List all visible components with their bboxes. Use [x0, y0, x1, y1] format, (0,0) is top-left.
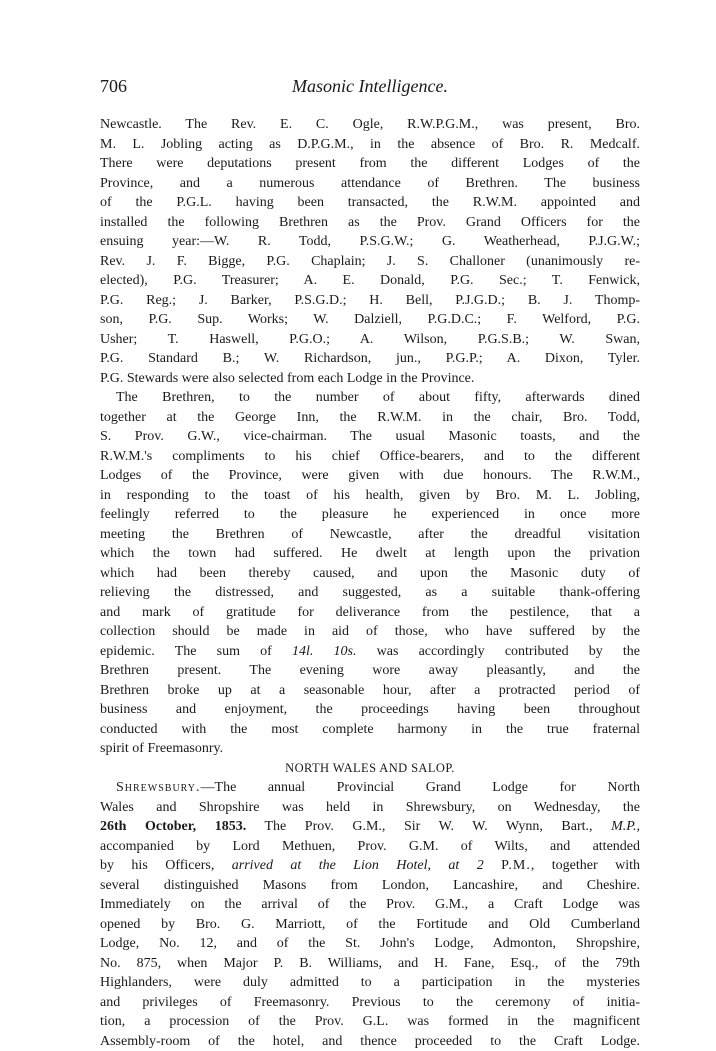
text-line: No. 875, when Major P. B. Williams, and H. Fane, Esq., of the 79th — [100, 954, 640, 974]
text-fragment: M.P., — [611, 819, 640, 834]
text-line: Highlanders, were duly admitted to a participation in the mysteries — [100, 973, 640, 993]
text-line: ensuing year:—W. R. Todd, P.S.G.W.; G. Weatherhead, P.J.G.W.; — [100, 232, 640, 252]
text-line: M. L. Jobling acting as D.P.G.M., in the absence of Bro. R. Medcalf. — [100, 135, 640, 155]
text-fragment — [313, 644, 333, 659]
text-line: and mark of gratitude for deliverance from the pestilence, that a — [100, 603, 640, 623]
pounds-amount: 14l. — [292, 644, 313, 659]
text-line: of the P.G.L. having been transacted, the R.W.M. appointed and — [100, 193, 640, 213]
text-line: Newcastle. The Rev. E. C. Ogle, R.W.P.G.M., was present, Bro. — [100, 115, 640, 135]
text-fragment: —The annual Provincial Grand Lodge for North — [201, 780, 640, 795]
running-title: Masonic Intelligence. — [100, 76, 640, 97]
text-line: conducted with the most complete harmony in the true fraternal — [100, 720, 640, 740]
shillings-amount: 10s. — [334, 644, 357, 659]
text-line: R.W.M.'s compliments to his chief Office-bearers, and to the different — [100, 447, 640, 467]
text-line — [100, 817, 640, 837]
text-line: Assembly-room of the hotel, and thence proceeded to the Craft Lodge. — [100, 1032, 640, 1051]
text-line: meeting the Brethren of Newcastle, after the dreadful visitation — [100, 525, 640, 545]
text-line: which the town had suffered. He dwelt at length upon the privation — [100, 544, 640, 564]
text-line: feelingly referred to the pleasure he experienced in once more — [100, 505, 640, 525]
text-line: P.G. Standard B.; W. Richardson, jun., P.G.P.; A. Dixon, Tyler. — [100, 349, 640, 369]
text-line: in responding to the toast of his health, given by Bro. M. L. Jobling, — [100, 486, 640, 506]
text-line: S. Prov. G.W., vice-chairman. The usual Masonic toasts, and the — [100, 427, 640, 447]
text-line: P.G. Reg.; J. Barker, P.S.G.D.; H. Bell, P.J.G.D.; B. J. Thomp- — [100, 291, 640, 311]
text-fragment: by his Officers, — [100, 858, 232, 873]
text-line: accompanied by Lord Methuen, Prov. G.M. of Wilts, and attended — [100, 837, 640, 857]
body-text — [100, 115, 640, 1051]
text-line: Lodge, No. 12, and of the St. John's Lodge, Admonton, Shropshire, — [100, 934, 640, 954]
text-line: relieving the distressed, and suggested, as a suitable thank-offering — [100, 583, 640, 603]
page-number: 706 — [100, 76, 127, 97]
text-fragment: , together with — [531, 858, 640, 873]
text-line: The Brethren, to the number of about fifty, afterwards dined — [100, 388, 640, 408]
text-fragment: was accordingly contributed by the — [356, 644, 640, 659]
text-line — [100, 856, 640, 876]
text-line: Immediately on the arrival of the Prov. G.M., a Craft Lodge was — [100, 895, 640, 915]
text-line: Brethren present. The evening wore away pleasantly, and the — [100, 661, 640, 681]
text-fragment: The Prov. G.M., Sir W. W. Wynn, Bart., — [246, 819, 611, 834]
place-name: Shrewsbury. — [116, 780, 201, 795]
meeting-date: 26th October, 1853. — [100, 819, 246, 834]
text-line: son, P.G. Sup. Works; W. Dalziell, P.G.D.C.; F. Welford, P.G. — [100, 310, 640, 330]
text-line: opened by Bro. G. Marriott, of the Fortitude and Old Cumberland — [100, 915, 640, 935]
text-line — [100, 642, 640, 662]
text-line: business and enjoyment, the proceedings having been throughout — [100, 700, 640, 720]
text-line — [100, 778, 640, 798]
text-line: Rev. J. F. Bigge, P.G. Chaplain; J. S. Challoner (unanimously re- — [100, 252, 640, 272]
text-line: Usher; T. Haswell, P.G.O.; A. Wilson, P.G.S.B.; W. Swan, — [100, 330, 640, 350]
text-line: Province, and a numerous attendance of Brethren. The business — [100, 174, 640, 194]
time-marker: P.M. — [501, 858, 531, 873]
text-fragment: arrived at the Lion Hotel, at 2 — [232, 858, 484, 873]
text-line: together at the George Inn, the R.W.M. in the chair, Bro. Todd, — [100, 408, 640, 428]
section-heading: NORTH WALES AND SALOP. — [100, 759, 640, 779]
text-line: which had been thereby caused, and upon the Masonic duty of — [100, 564, 640, 584]
text-fragment: epidemic. The sum of — [100, 644, 292, 659]
text-line: and privileges of Freemasonry. Previous to the ceremony of initia- — [100, 993, 640, 1013]
text-line: several distinguished Masons from London, Lancashire, and Cheshire. — [100, 876, 640, 896]
text-line: Lodges of the Province, were given with due honours. The R.W.M., — [100, 466, 640, 486]
page-header — [100, 76, 640, 100]
text-line: Wales and Shropshire was held in Shrewsbury, on Wednesday, the — [100, 798, 640, 818]
text-line: P.G. Stewards were also selected from each Lodge in the Province. — [100, 369, 640, 389]
text-line: Brethren broke up at a seasonable hour, after a protracted period of — [100, 681, 640, 701]
text-line: collection should be made in aid of those, who have suffered by the — [100, 622, 640, 642]
text-line: elected), P.G. Treasurer; A. E. Donald, P.G. Sec.; T. Fenwick, — [100, 271, 640, 291]
text-line: tion, a procession of the Prov. G.L. was formed in the magnificent — [100, 1012, 640, 1032]
text-line: installed the following Brethren as the Prov. Grand Officers for the — [100, 213, 640, 233]
text-line: There were deputations present from the different Lodges of the — [100, 154, 640, 174]
text-line: spirit of Freemasonry. — [100, 739, 640, 759]
